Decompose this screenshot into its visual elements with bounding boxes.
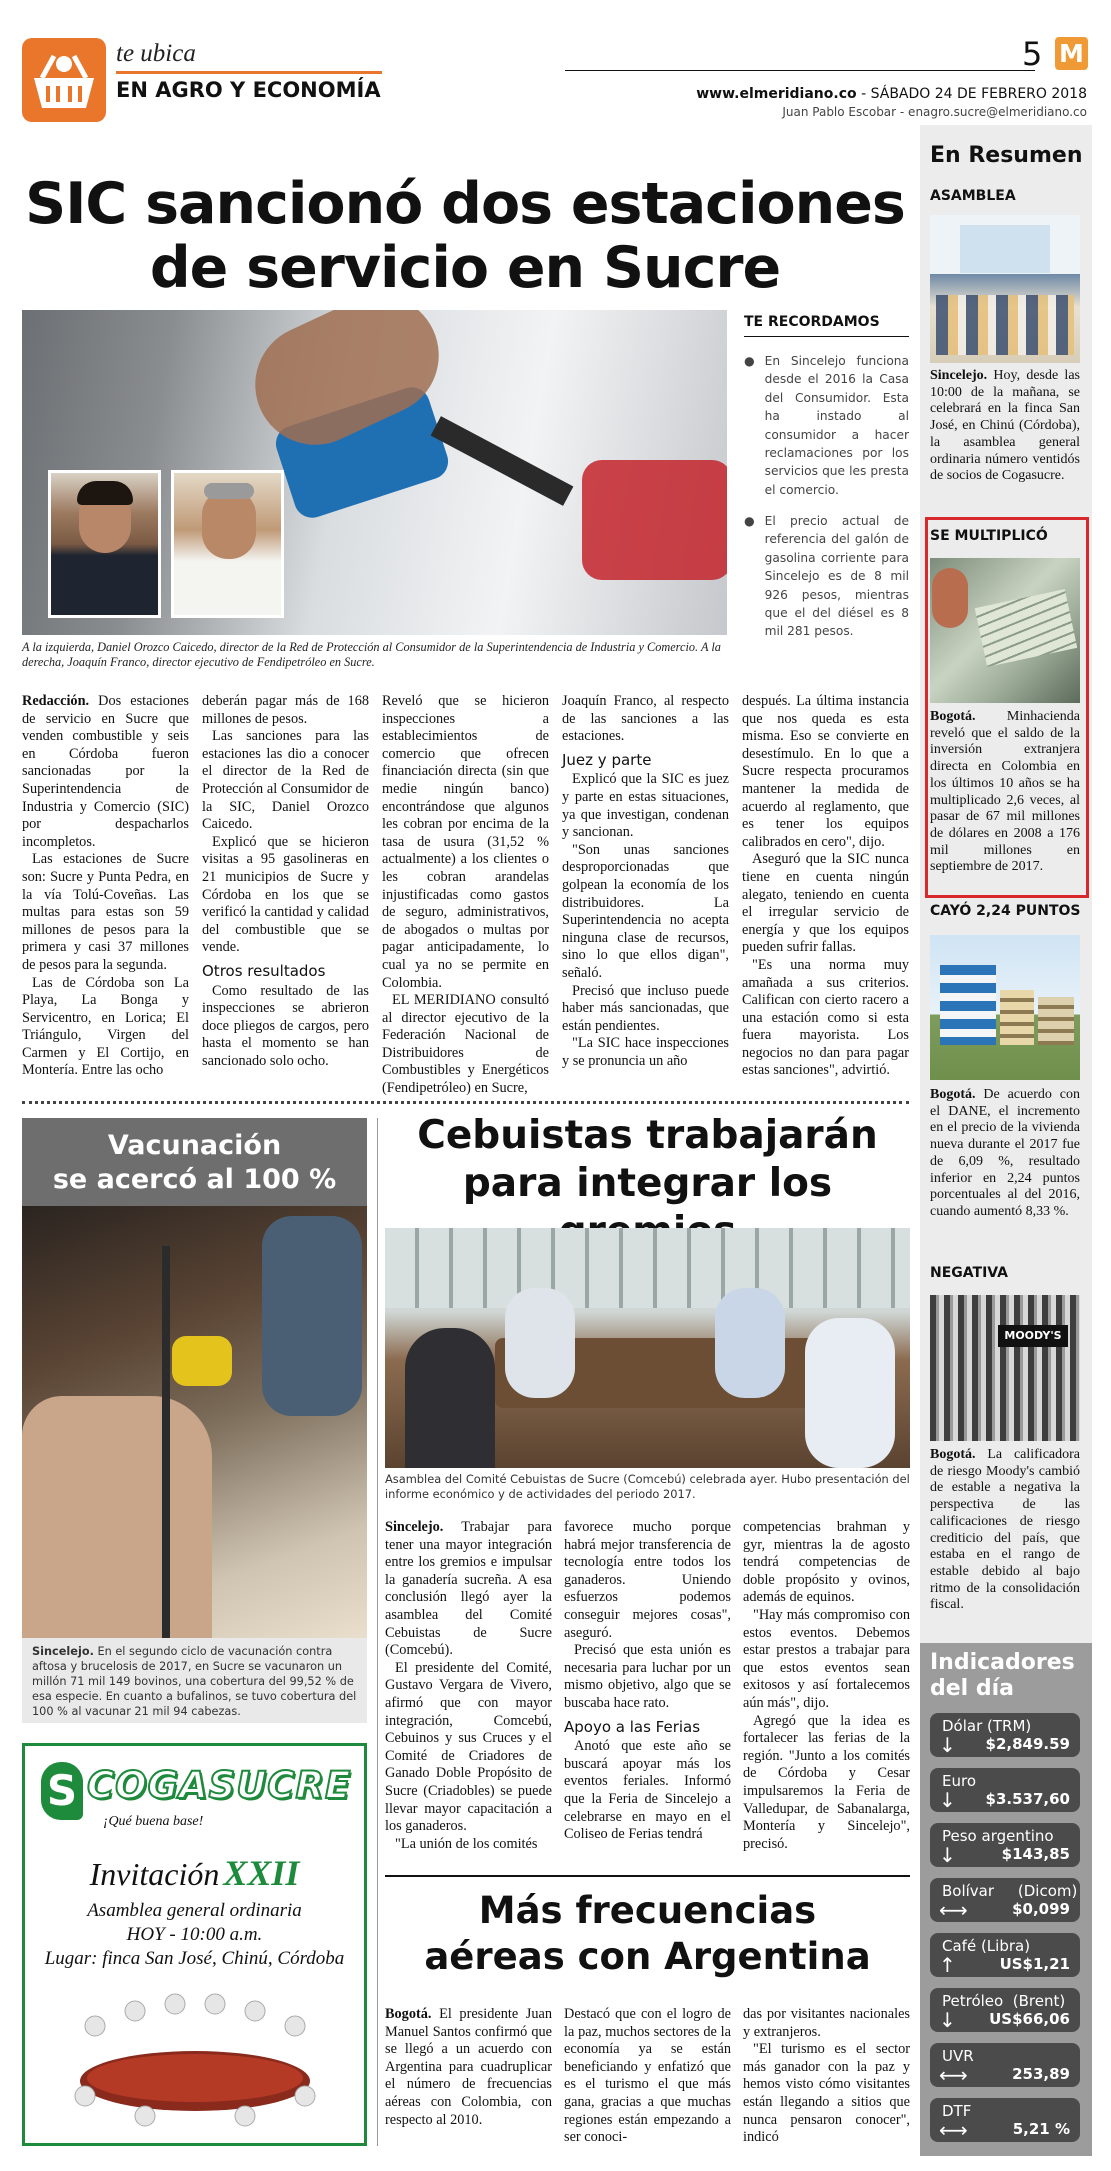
cebuistas-headline: Cebuistas trabajarán para integrar los	[417, 1113, 878, 1206]
buildings-photo	[930, 935, 1080, 1080]
indicator-item	[930, 1713, 1080, 1757]
issue-date: - SÁBADO 24 DE FEBRERO 2018	[856, 86, 1087, 102]
trend-arrow-icon: ↓	[939, 1788, 956, 1812]
section-logo	[22, 38, 106, 122]
argentina-col-1: Bogotá. El presidente Juan Manuel Santos confirmó que se llegó a un acuerdo con Argentina para cuadruplicar el número de frecuencias aéreas con Colombia, con respecto al 2010.	[385, 2006, 552, 2128]
cogasucre-logo-icon: S	[41, 1762, 83, 1820]
cebuistas-caption: Asamblea del Comité Cebuistas de Sucre (Comcebú) celebrada ayer. Hubo presentación del informe económico y de actividades del periodo 2017.	[385, 1472, 910, 1501]
ad-line-1: Asamblea general ordinaria	[87, 1900, 302, 1921]
indicator-value: $0,099	[1012, 1900, 1070, 1918]
recordamos-title: TE RECORDAMOS	[744, 314, 880, 330]
summary-text-cayo: Bogotá. De acuerdo con el DANE, el incremento en el precio de la vivienda nueva durante el 2017 fue de 6,09 %, resultado inferior en 2,24 puntos porcentuales al del 2016, cuando aumentó 8,33 %.	[930, 1087, 1080, 1219]
indicator-label: UVR	[942, 2047, 974, 2065]
main-photo-caption: A la izquierda, Daniel Orozco Caicedo, director de la Red de Protección al Consumidor de la Superintendencia de Industria y Comercio. A la derecha, Joaquín Franco, director ejecutivo de Fendipetróleo en Sucre.	[22, 640, 721, 669]
basket-icon	[22, 38, 106, 122]
main-col-2: deberán pagar más de 168 millones de pesos. Las sanciones para las estaciones las dio a conocer el director de la Red de Protección al Consumidor de la SIC, Daniel Orozco Caicedo. Explicó que se hicieron visitas a 95 gasolineras en 21 municipios de Sucre y Córdoba en los que se verificó la cantidad y calidad del combustible que se vende. Otros resultados Como resultado de las inspecciones se abrieron doce pliegos de cargos, pero hasta el momento se han sancionado solo ocho.	[202, 693, 369, 1069]
portrait-orozco	[48, 470, 161, 618]
site-url[interactable]: www.elmeridiano.co	[696, 86, 857, 102]
ad-line-2: HOY - 10:00 a.m.	[126, 1924, 263, 1945]
argentina-col-3: das por visitantes nacionales y extranjeros. "El turismo es el sector más ganador con la paz y hemos visto cómo visitantes están llegando a sitios que nunca pensaron conocer", indicó	[743, 2006, 910, 2146]
indicator-item	[930, 1768, 1080, 1812]
trend-arrow-icon: ⟷	[939, 2063, 968, 2087]
indicator-item	[930, 2043, 1080, 2087]
sidebar-title: En Resumen	[930, 143, 1083, 168]
trend-arrow-icon: ⟷	[939, 1898, 968, 1922]
indicator-value: US$1,21	[999, 1955, 1070, 1973]
section-label-bottom: EN AGRO Y ECONOMÍA	[116, 78, 381, 102]
main-col-4: Joaquín Franco, al respecto de las sanciones a las estaciones. Juez y parte Explicó que la SIC es juez y parte en estas situaciones, ya que investigan, condenan y sancionan. "Son unas sanciones desproporcionadas que golpean la economía de los distribuidores. La Superintendencia no acepta ninguna clase de recursos, sino lo que ellos digan", señaló. Precisó que incluso puede haber más sancionadas, que están pendientes. "La SIC hace inspecciones y se pronuncia un año	[562, 693, 729, 1069]
vaccine-box	[22, 1118, 367, 1723]
recordamos-rule	[744, 336, 909, 337]
indicator-value: 253,89	[1012, 2065, 1070, 2083]
money-photo	[930, 558, 1080, 703]
trend-arrow-icon: ↓	[939, 1843, 956, 1867]
meeting-table-illustration	[55, 1986, 335, 2136]
indicator-item	[930, 1988, 1080, 2032]
argentina-col-2: Destacó que con el logro de la paz, muchos sectores de la economía ya se están beneficiando y enfatizó que es el turismo el que más gana, gracias a que muchas regiones están empezando a ser conoci-	[564, 2006, 731, 2146]
argentina-rule	[385, 1875, 910, 1877]
indicator-label: Dólar (TRM)	[942, 1717, 1032, 1735]
indicator-label: Euro	[942, 1772, 976, 1790]
meridiano-logo: M	[1055, 37, 1088, 70]
trend-arrow-icon: ↑	[939, 1953, 956, 1977]
cogasucre-slogan: ¡Qué buena base!	[103, 1814, 204, 1829]
bullet-icon: ●	[744, 354, 755, 368]
indicator-item	[930, 2098, 1080, 2142]
trend-arrow-icon: ⟷	[939, 2118, 968, 2142]
section-divider	[22, 1101, 909, 1104]
summary-text-multiplico: Bogotá. Minhacienda reveló que el saldo de la inversión extranjera directa en Colombia en los últimos 10 años se ha multiplicado 2,6 veces, al pasar de 67 mil millones de dólares en 2008 a 176 mil millones en septiembre de 2017.	[930, 709, 1080, 875]
header-rule	[565, 70, 1035, 71]
cebuistas-col-3: competencias brahman y gyr, mientras la de agosto tendrá competencias de doble propósito y ovinos, además de equinos. "Hay más compromiso con estos eventos. Debemos estar prestos a trabajar para que estos eventos sean exitosos y así fortalecemos aún más", dijo. Agregó que la idea es fortalecer las ferias de la región. "Junto a los comités de Córdoba y Cesar impulsaremos la Feria de Valledupar, de Sabanalarga, Montería y Sincelejo", precisó.	[743, 1519, 910, 1852]
main-headline: SIC sancionó dos estaciones de servicio en Sucre	[25, 171, 905, 301]
ad-invitation: Invitación XXII	[89, 1853, 300, 1893]
ad-line-3: Lugar: finca San José, Chinú, Córdoba	[44, 1948, 345, 1969]
summary-title-asamblea: ASAMBLEA	[930, 188, 1016, 204]
indicator-label: DTF	[942, 2102, 972, 2120]
indicators-title: Indicadores del día	[930, 1650, 1075, 1701]
portrait-franco	[171, 470, 284, 618]
byline: Juan Pablo Escobar - enagro.sucre@elmeridiano.co	[782, 105, 1087, 119]
indicator-item	[930, 1878, 1080, 1922]
main-col-5: después. La última instancia que nos queda es esta misma. Eso se convierte en desestímulo. En lo que a Sucre respecta procuramos mantener la medida de acuerdo al reglamento, que es tener los equipos calibrados en cero", dijo. Aseguró que la SIC nunca tiene en cuenta ningún alegato, teniendo en cuenta el irregular servicio de energía y que los equipos pueden sufrir fallas. "Es una norma muy amañada a sus criterios. Califican con cierto racero a una estación como si esta fuera mayorista. Los negocios no dan para pagar estas sanciones", advirtió.	[742, 693, 909, 1079]
vaccination-photo	[22, 1206, 367, 1638]
cogasucre-brand: COGASUCRE	[87, 1764, 352, 1807]
indicator-item	[930, 1933, 1080, 1977]
trend-arrow-icon: ↓	[939, 1733, 956, 1757]
indicator-value: $3.537,60	[985, 1790, 1070, 1808]
cogasucre-ad[interactable]	[22, 1743, 367, 2146]
recordamos-bullet-1: ● En Sincelejo funciona desde el 2016 la Casa del Consumidor. Esta ha instado al consumidor a hacer reclamaciones por los servicios que les presta el comercio.	[744, 352, 909, 499]
indicator-label: Petróleo (Brent)	[942, 1992, 1066, 2010]
cebuistas-col-2: favorece mucho porque habrá mejor transferencia de tecnología entre todos los ganaderos. Uniendo esfuerzos podemos conseguir mejores cosas", aseguró. Precisó que esta unión es necesaria para luchar por un mismo objetivo, algo que se buscaba hace rato. Apoyo a las Ferias Anotó que este año se buscará apoyar más los eventos feriales. Informó que la Feria de Sincelejo a celebrarse en mayo en el Coliseo de Ferias tendrá	[564, 1519, 731, 1843]
page-number: 5	[1022, 35, 1043, 73]
moodys-photo	[930, 1295, 1080, 1441]
indicator-label: Café (Libra)	[942, 1937, 1031, 1955]
bullet-icon: ●	[744, 514, 755, 528]
section-label-top: te ubica	[116, 40, 196, 67]
indicator-value: US$66,06	[989, 2010, 1070, 2028]
cebuistas-col-1: Sincelejo. Trabajar para tener una mayor integración entre los gremios e impulsar la ganadería sucreña. A esa conclusión llegó ayer la asamblea del Comité Cebuistas de Sucre (Comcebú). El presidente del Comité, Gustavo Vergara de Vivero, afirmó que con mayor integración, Comcebú, Cebuinos y sus Cruces y el Comité de Criadores de Ganado Doble Propósito de Sucre (Criadobles) se puede llevar mayor capacitación a los ganaderos. "La unión de los comités	[385, 1519, 552, 1852]
summary-text-negativa: Bogotá. La calificadora de riesgo Moody's cambió de estable a negativa la perspectiva de las calificaciones de riesgo crediticio del país, que estaba en el rango de estable debido al bajo ritmo de la consolidación fiscal.	[930, 1447, 1080, 1613]
vaccine-title: Vacunación se acercó al 100 %	[22, 1118, 367, 1206]
header-site-date	[696, 86, 1087, 102]
indicator-value: $2,849.59	[985, 1735, 1070, 1753]
summary-title-negativa: NEGATIVA	[930, 1265, 1008, 1281]
main-col-3: Reveló que se hicieron inspecciones a establecimientos de comercio que ofrecen financiación directa (sin que medie ningún banco) encontrándose que algunos les cobran por encima de la tasa de usura (31,52 % actualmente) a los clientes o les cobran arandelas injustificadas como gastos de seguro, administrativos, de abogados o multas por pagar anticipadamente, lo cual ya no se permite en Colombia. EL MERIDIANO consultó al director ejecutivo de la Federación Nacional de Distribuidores de Combustibles y Energéticos (Fendipetróleo) en Sucre,	[382, 693, 549, 1097]
indicator-item	[930, 1823, 1080, 1867]
subhead-ferias: Apoyo a las Ferias	[564, 1717, 701, 1736]
main-col-1: Redacción. Dos estaciones de servicio en Sucre que venden combustible y seis en Córdoba fueron sancionadas por la Superintendencia de Industria y Comercio (SIC) por despacharlos incompletos. Las estaciones de Sucre son: Sucre y Punta Pedra, en la vía Tolú-Coveñas. Las multas para estas son 59 millones de pesos para la primera y casi 37 millones de pesos para la segunda. Las de Córdoba son La Playa, La Bonga y Servicentro, en Lorica; El Triángulo, Virgen del Carmen y El Cortijo, en Montería. Entre las ocho	[22, 693, 189, 1079]
indicator-value: 5,21 %	[1012, 2120, 1070, 2138]
vaccine-caption: Sincelejo. En el segundo ciclo de vacunación contra aftosa y brucelosis de 2017, en Sucre se vacunaron un millón 71 mil 149 bovinos, una cobertura del 99,52 % de esa especie. En cuanto a bufalinos, se tuvo cobertura del 100 % al vacunar 21 mil 94 cabezas.	[32, 1645, 357, 1718]
recordamos-bullet-2: ● El precio actual de referencia del galón de gasolina corriente para Sincelejo es de 8 mil 926 pesos, mientras que el del diésel es 8 mil 281 pesos.	[744, 512, 909, 641]
indicator-value: $143,85	[1001, 1845, 1070, 1863]
indicator-label: Bolívar (Dicom)	[942, 1882, 1078, 1900]
column-rule	[377, 1118, 378, 2146]
subhead-juez: Juez y parte	[562, 750, 652, 769]
argentina-headline: Más frecuencias aéreas con Argentina	[424, 1889, 871, 1978]
asamblea-photo	[930, 215, 1080, 363]
trend-arrow-icon: ↓	[939, 2008, 956, 2032]
summary-text-asamblea: Sincelejo. Hoy, desde las 10:00 de la mañana, se celebrará en la finca San José, en Chinú (Córdoba), la asamblea general ordinaria número ventidós de socios de Cogasucre.	[930, 368, 1080, 484]
summary-title-cayo: CAYÓ 2,24 PUNTOS	[930, 903, 1081, 919]
indicator-label: Peso argentino	[942, 1827, 1054, 1845]
cebuistas-meeting-photo	[385, 1228, 910, 1468]
summary-title-multiplico: SE MULTIPLICÓ	[930, 528, 1048, 544]
moodys-sign: MOODY'S	[998, 1325, 1068, 1347]
subhead-otros: Otros resultados	[202, 961, 326, 980]
section-rule	[116, 71, 382, 74]
